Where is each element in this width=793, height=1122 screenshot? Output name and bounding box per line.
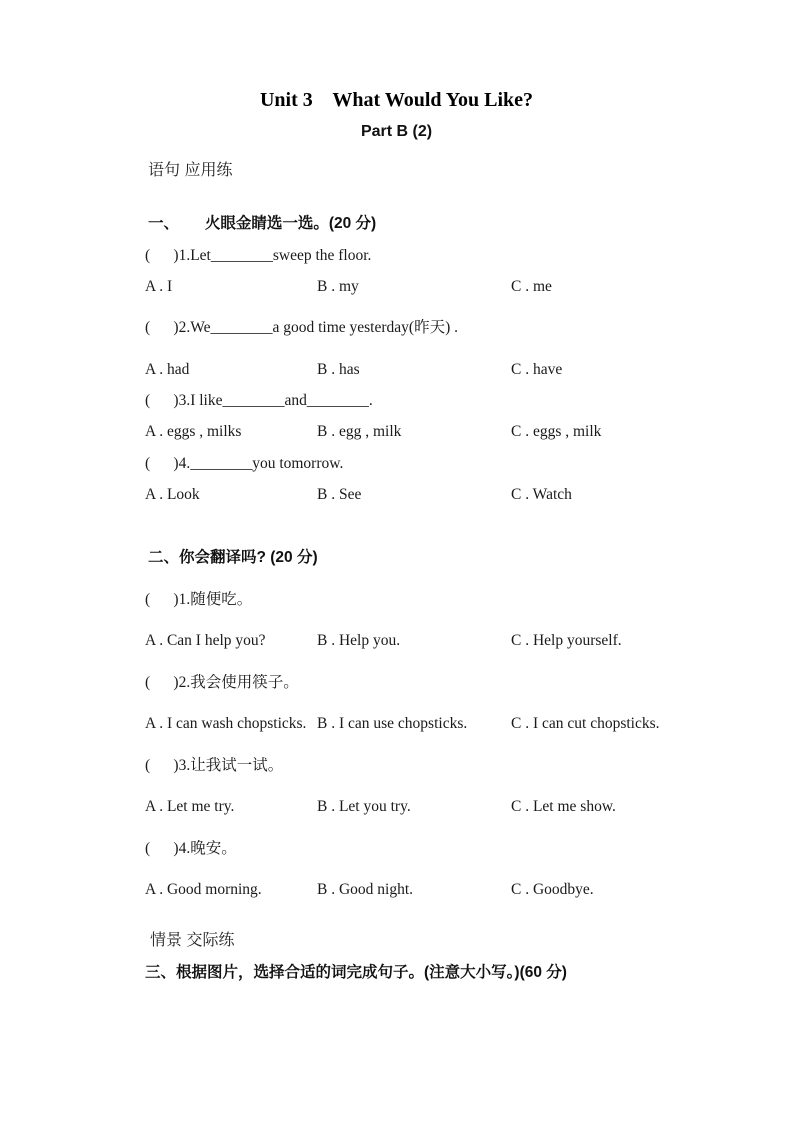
option-row: [145, 485, 785, 505]
option-b: B . has: [317, 361, 360, 378]
question-stem: ( )4.________you tomorrow.: [145, 455, 344, 472]
scene-practice-label: 情景 交际练: [150, 932, 235, 949]
option-row: [145, 714, 785, 734]
option-row: [145, 277, 785, 297]
option-b: B . Help you.: [317, 632, 401, 649]
doc-title: Unit 3 What Would You Like?: [259, 89, 534, 111]
option-b: B . Good night.: [317, 881, 414, 898]
option-row: [145, 631, 785, 651]
option-row: [145, 422, 785, 442]
option-c: C . me: [511, 278, 552, 295]
section3-heading: 三、根据图片，选择合适的词完成句子。(注意大小写。)(60 分): [145, 964, 567, 981]
option-b: B . my: [317, 278, 359, 295]
option-b: B . See: [317, 486, 362, 503]
option-a: A . Can I help you?: [145, 632, 266, 649]
option-b: B . egg , milk: [317, 423, 402, 440]
question-stem: ( )4.晚安。: [145, 840, 237, 857]
option-c: C . have: [511, 361, 563, 378]
grammar-practice-label: 语句 应用练: [148, 162, 233, 179]
option-c: C . Help yourself.: [511, 632, 622, 649]
question-stem: ( )2.我会使用筷子。: [145, 674, 299, 691]
option-c: C . eggs , milk: [511, 423, 602, 440]
option-b: B . Let you try.: [317, 798, 411, 815]
option-row: [145, 880, 785, 900]
option-c: C . Watch: [511, 486, 572, 503]
option-c: C . I can cut chopsticks.: [511, 715, 660, 732]
section2-heading: 二、你会翻译吗? (20 分): [148, 549, 318, 566]
question-stem: ( )3.让我试一试。: [145, 757, 284, 774]
option-a: A . I can wash chopsticks.: [145, 715, 307, 732]
option-row: [145, 360, 785, 380]
question-stem: ( )2.We________a good time yesterday(昨天) .: [145, 319, 458, 336]
option-c: C . Goodbye.: [511, 881, 594, 898]
option-a: A . Let me try.: [145, 798, 235, 815]
section1-heading: 一、 火眼金睛选一选。(20 分): [148, 215, 377, 232]
option-a: A . Good morning.: [145, 881, 262, 898]
option-b: B . I can use chopsticks.: [317, 715, 468, 732]
option-a: A . had: [145, 361, 190, 378]
option-a: A . I: [145, 278, 173, 295]
doc-subtitle: Part B (2): [360, 123, 433, 140]
question-stem: ( )3.I like________and________.: [145, 392, 373, 409]
question-stem: ( )1.随便吃。: [145, 591, 253, 608]
question-stem: ( )1.Let________sweep the floor.: [145, 247, 372, 264]
option-a: A . Look: [145, 486, 200, 503]
option-c: C . Let me show.: [511, 798, 616, 815]
option-row: [145, 797, 785, 817]
option-a: A . eggs , milks: [145, 423, 242, 440]
